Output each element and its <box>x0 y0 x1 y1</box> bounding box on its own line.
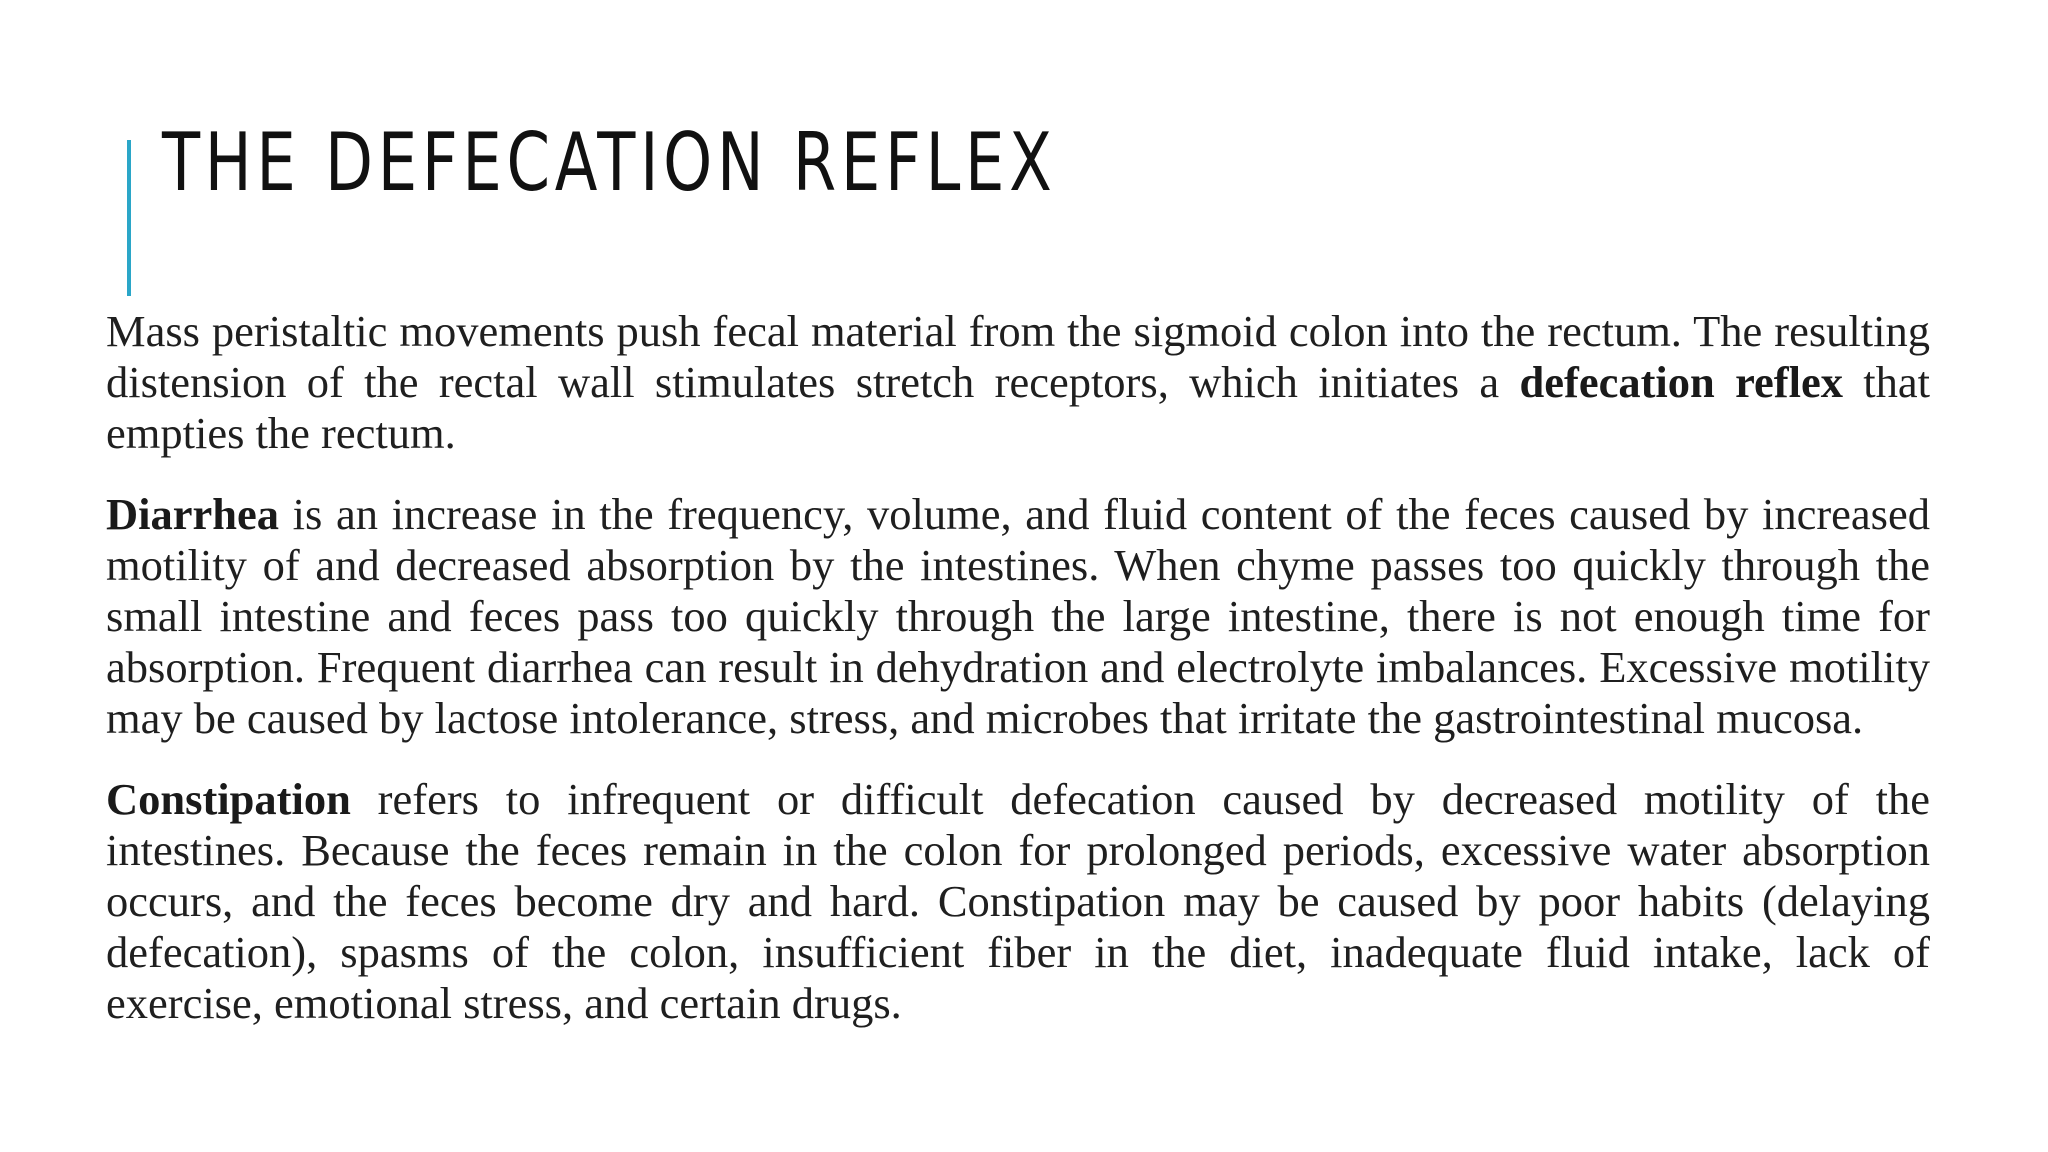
paragraph-text: Mass peristaltic movements push fecal material from the sigmoid colon into the rectum. The resulting distension of the rectal wall stimulates stretch receptors, which initiates a <box>106 306 1930 407</box>
bold-term-constipation: Constipation <box>106 774 351 824</box>
bold-term-defecation-reflex: defecation reflex <box>1519 357 1843 407</box>
paragraph-defecation-reflex <box>106 306 1930 459</box>
title-accent-bar <box>127 140 131 296</box>
paragraph-text: that empties the rectum. <box>106 357 1931 458</box>
paragraph-text: is an increase in the frequency, volume, and fluid content of the feces caused by increased motility of and decreased absorption by the intestines. When chyme passes too quickly through the small intestine and feces pass too quickly through the large intestine, there is not enough time for absorption. Frequent diarrhea can result in dehydration and electrolyte imbalances. Excessive motility may be caused by lactose intolerance, stress, and microbes that irritate the gastrointestinal mucosa. <box>106 489 1930 743</box>
paragraph-constipation <box>106 774 1930 1029</box>
slide-title: THE DEFECATION REFLEX <box>162 116 1057 209</box>
paragraph-text: refers to infrequent or difficult defecation caused by decreased motility of the intestines. Because the feces remain in the colon for prolonged periods, excessive water absorption occurs, and the feces become dry and hard. Constipation may be caused by poor habits (delaying defecation), spasms of the colon, insufficient fiber in the diet, inadequate fluid intake, lack of exercise, emotional stress, and certain drugs. <box>106 774 1930 1028</box>
paragraph-diarrhea <box>106 489 1930 744</box>
bold-term-diarrhea: Diarrhea <box>106 489 280 539</box>
slide-body <box>106 306 1930 1059</box>
